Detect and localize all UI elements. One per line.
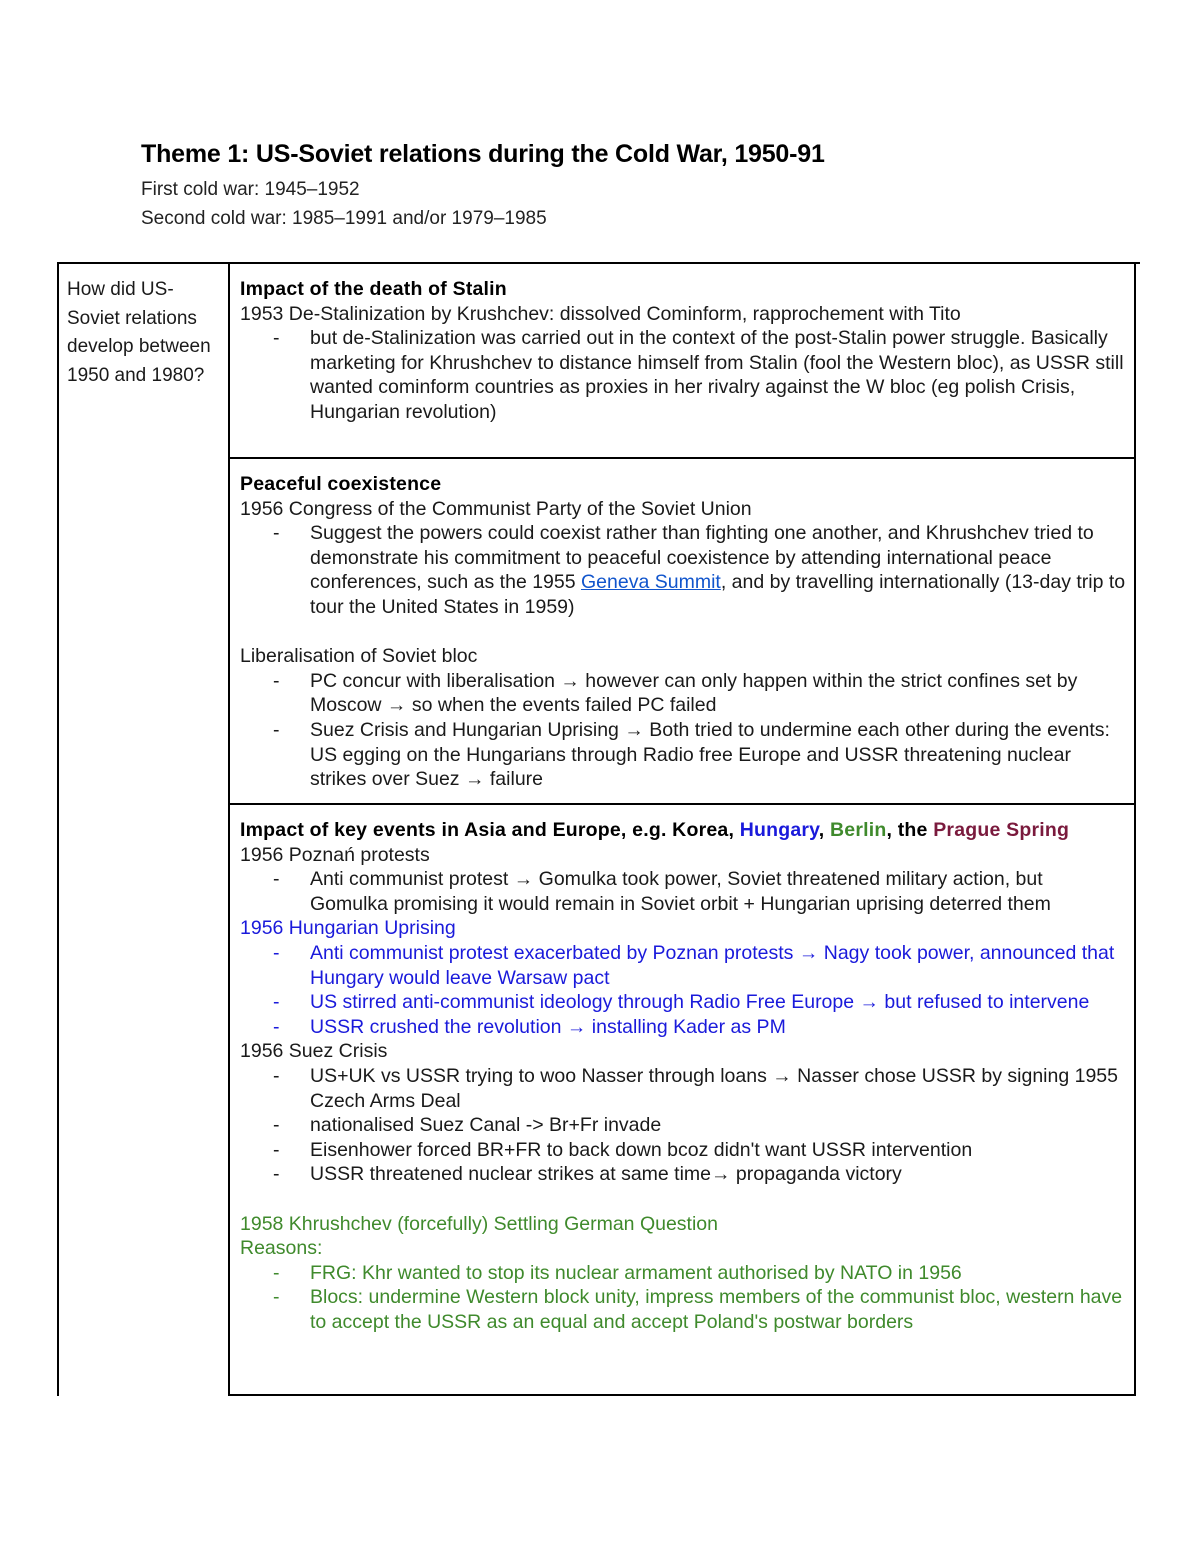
text-span: Impact of key events in Asia and Europe, e.g. Korea, bbox=[240, 819, 740, 841]
section-heading bbox=[240, 818, 1126, 843]
list-item: - but de-Stalinization was carried out in the context of the post-Stalin power struggle. Basically marketing for Khrushchev to distance himself from Stalin (fool the Western bloc), as USSR still wanted cominform countries as proxies in her rivalry against the W bloc (eg polish Crisis, Hungarian revolution) bbox=[240, 326, 1126, 424]
list-item: - Anti communist protest exacerbated by Poznan protests → Nagy took power, announced that Hungary would leave Warsaw pact bbox=[240, 941, 1126, 990]
list-item: - Anti communist protest → Gomulka took power, Soviet threatened military action, but Gomulka promising it would remain in Soviet orbit + Hungarian uprising deterred them bbox=[240, 867, 1126, 916]
text-span: , bbox=[818, 819, 831, 841]
text-span: , and by travelling internationally (13-day trip to tour the United States in 1959) bbox=[310, 571, 1126, 618]
spacer bbox=[240, 1187, 1126, 1212]
section-key-events bbox=[228, 803, 1136, 1396]
subsection-title: 1956 Poznań protests bbox=[240, 843, 430, 866]
heading-prague-spring: Prague Spring bbox=[933, 819, 1070, 841]
heading-berlin: Berlin bbox=[830, 819, 887, 841]
text-span: , the bbox=[886, 819, 934, 841]
subtitle-second-cold-war: Second cold war: 1985–1991 and/or 1979–1985 bbox=[141, 208, 547, 229]
text-span: Suggest the powers could coexist rather than fighting one another, and Khrushchev tried to demonstrate his commitment to peaceful coexistence by attending international peace conferences, such as the 1955 bbox=[310, 522, 1094, 594]
section-line: 1953 De-Stalinization by Krushchev: dissolved Cominform, rapprochement with Tito bbox=[240, 302, 961, 325]
section-death-of-stalin bbox=[228, 262, 1136, 459]
spacer bbox=[240, 620, 1126, 645]
question-cell: How did US-Soviet relations develop between 1950 and 1980? bbox=[67, 279, 211, 386]
bullet-list bbox=[240, 521, 1126, 619]
subsection-title: 1956 Hungarian Uprising bbox=[240, 917, 456, 940]
list-item: - Eisenhower forced BR+FR to back down bcoz didn't want USSR intervention bbox=[240, 1138, 1126, 1163]
heading-hungary: Hungary bbox=[739, 819, 819, 841]
bullet-list bbox=[240, 326, 1126, 424]
bullet-list bbox=[240, 669, 1126, 792]
reasons-label: Reasons: bbox=[240, 1237, 323, 1260]
section-heading: Impact of the death of Stalin bbox=[240, 278, 507, 300]
bullet-list bbox=[240, 1064, 1126, 1187]
list-item: - Suez Crisis and Hungarian Uprising → Both tried to undermine each other during the events: US egging on the Hungarians through Radio free Europe and USSR threatening nuclear strikes over Suez → failure bbox=[240, 718, 1126, 792]
subsection-title: Liberalisation of Soviet bloc bbox=[240, 645, 478, 668]
table-left-border bbox=[57, 262, 59, 1396]
bullet-list bbox=[240, 1261, 1126, 1335]
list-item: - US stirred anti-communist ideology through Radio Free Europe → but refused to intervene bbox=[240, 990, 1126, 1015]
section-line: 1956 Congress of the Communist Party of the Soviet Union bbox=[240, 497, 752, 520]
list-item: - Blocs: undermine Western block unity, impress members of the communist bloc, western have to accept the USSR as an equal and accept Poland's postwar borders bbox=[240, 1285, 1126, 1334]
section-heading: Peaceful coexistence bbox=[240, 473, 442, 495]
page-title: Theme 1: US-Soviet relations during the Cold War, 1950-91 bbox=[141, 140, 825, 168]
list-item: - USSR crushed the revolution → installing Kader as PM bbox=[240, 1015, 1126, 1040]
list-item: - PC concur with liberalisation → however can only happen within the strict confines set by Moscow → so when the events failed PC failed bbox=[240, 669, 1126, 718]
list-item bbox=[240, 521, 1126, 619]
list-item: - USSR threatened nuclear strikes at same time→ propaganda victory bbox=[240, 1162, 1126, 1187]
subtitle-first-cold-war: First cold war: 1945–1952 bbox=[141, 179, 360, 200]
geneva-summit-link[interactable]: Geneva Summit bbox=[581, 571, 721, 594]
list-item: - US+UK vs USSR trying to woo Nasser through loans → Nasser chose USSR by signing 1955 Czech Arms Deal bbox=[240, 1064, 1126, 1113]
section-peaceful-coexistence bbox=[228, 457, 1136, 805]
list-item: - FRG: Khr wanted to stop its nuclear armament authorised by NATO in 1956 bbox=[240, 1261, 1126, 1286]
subsection-title: 1956 Suez Crisis bbox=[240, 1040, 388, 1063]
list-item: - nationalised Suez Canal -> Br+Fr invade bbox=[240, 1113, 1126, 1138]
bullet-list bbox=[240, 867, 1126, 916]
subsection-title: 1958 Khrushchev (forcefully) Settling German Question bbox=[240, 1212, 718, 1235]
bullet-list bbox=[240, 941, 1126, 1039]
